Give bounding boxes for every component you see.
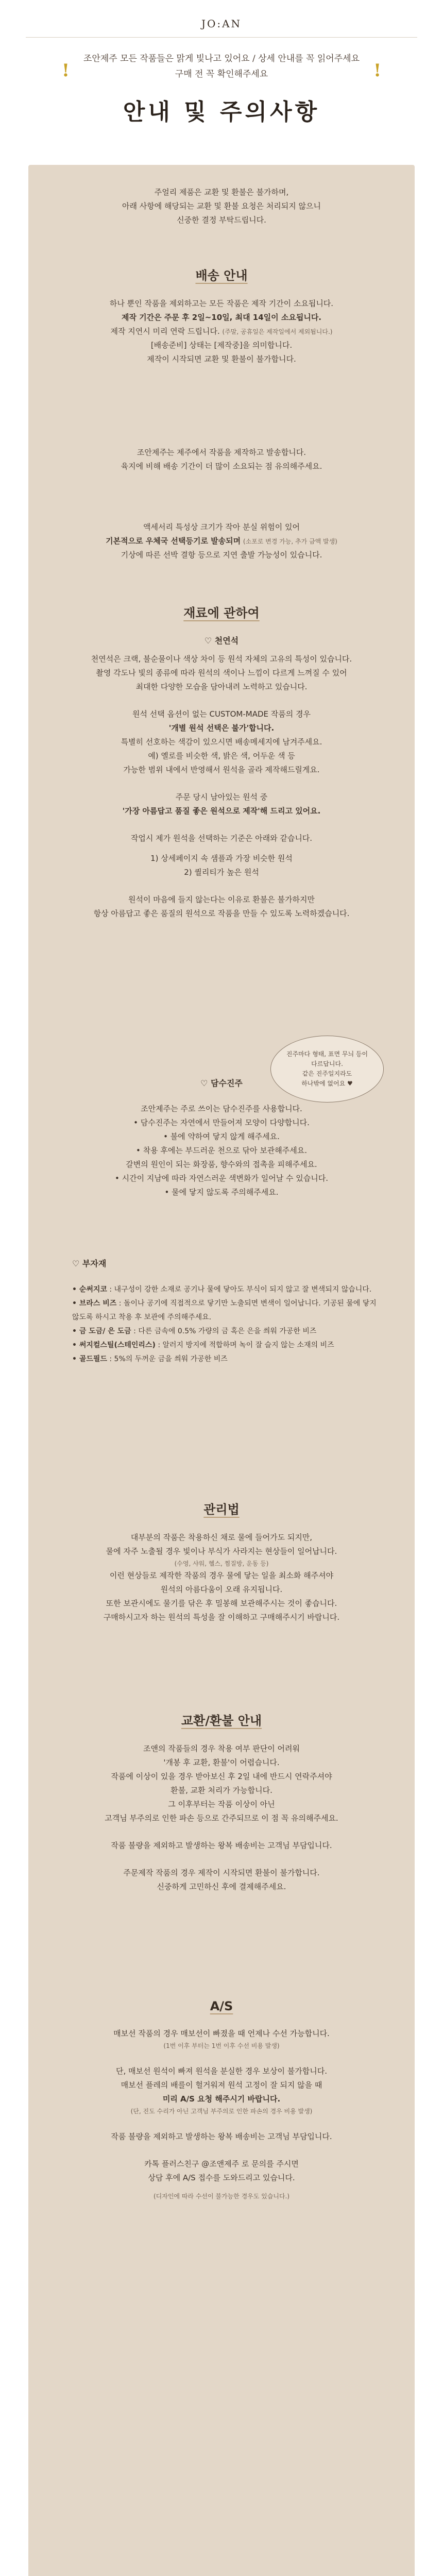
divider	[26, 37, 417, 38]
speech-bubble: 진주마다 형태, 표면 무늬 등이 다르답니다. 같은 진주일지라도 하나밖에 없어요 ♥	[270, 1036, 384, 1103]
metal-item: • 금 도금/ 은 도금 : 다른 금속에 0.5% 가량의 금 혹은 은을 씌워 가공한 비즈	[72, 1327, 317, 1335]
metal-item: • 써지컬스틸(스테인리스) : 알러지 방지에 적합하며 녹이 잘 슬지 않는 소재의 비즈	[72, 1341, 334, 1349]
metal-item: • 브라스 비즈 : 돌이나 공기에 직접적으로 닿기만 노출되면 변색이 일어납니다. 기공된 물에 닿지 않도록 하시고 착용 후 보관에 주의해주세요.	[72, 1299, 377, 1321]
stone-line: 천연석은 크랙, 불순물이나 색상 차이 등 원석 자체의 고유의 특성이 있습니다.	[91, 654, 352, 664]
section-title: 배송 안내	[195, 268, 248, 283]
section-title: 교환/환불 안내	[181, 1714, 262, 1728]
notice-card	[28, 165, 415, 2576]
care-section	[28, 1499, 415, 1624]
intro-line: 신중한 결정 부탁드립니다.	[177, 215, 266, 225]
stone-line: 최대한 다양한 모습을 담아내려 노력하고 있습니다.	[135, 682, 308, 691]
small-note: (디자인에 따라 수선이 불가능한 경우도 있습니다.)	[153, 2193, 290, 2200]
metal-item: • 순써지코 : 내구성이 강한 소재로 공기나 물에 닿아도 부식이 되지 않고 잘 변색되지 않습니다.	[72, 1285, 372, 1294]
pearl-line: • 담수진주는 자연에서 만들어져 모양이 다양합니다.	[133, 1118, 310, 1127]
stone-line: 촬영 각도나 빛의 종류에 따라 원석의 색이나 느낌이 다르게 느껴질 수 있어	[96, 668, 347, 677]
care-line: 또한 보관시에도 물기를 닦은 후 밀봉해 보관해주시는 것이 좋습니다.	[106, 1599, 337, 1608]
as-line: 매보선 작품의 경우 매보선이 빠졌을 때 언제나 수선 가능합니다.	[113, 2029, 330, 2038]
mail-line: 액세서리 특성상 크기가 작아 분실 위험이 있어	[143, 522, 300, 532]
small-note: (단, 진도 수리가 아닌 고객님 부주의로 인한 파손의 경우 비용 발생)	[130, 2108, 313, 2115]
small-note: (수영, 샤워, 헬스, 찜질방, 운동 등)	[174, 1560, 269, 1567]
exchange-line: 고객님 부주의로 인한 파손 등으로 간주되므로 이 점 꼭 유의해주세요.	[105, 1814, 338, 1823]
header	[0, 0, 443, 155]
mail-line: 기본적으로 우체국 선택등기로 발송되며 (소포로 변경 가능, 추가 금액 발생)	[106, 536, 337, 546]
page-title: 안내 및 주의사항	[123, 99, 320, 125]
exchange-line: 조앤의 작품들의 경우 착용 여부 판단이 어려워	[143, 1744, 300, 1753]
section-title: 관리법	[203, 1502, 240, 1517]
exchange-line: 그 이후부터는 작품 이상이 아닌	[168, 1800, 275, 1809]
jeju-shipping	[28, 446, 415, 473]
metal-list	[72, 1283, 381, 1366]
pearl-line: • 불에 약하여 닿지 않게 해주세요.	[163, 1132, 280, 1141]
stone-heading: ♡ 천연석	[204, 636, 239, 646]
brand-logo: JO:AN	[201, 18, 242, 30]
intro-line: 아래 사항에 해당되는 교환 및 환불 요청은 처리되지 않으니	[122, 201, 321, 211]
pearl-line: 조안제주는 주로 쓰이는 담수진주를 사용합니다.	[141, 1104, 302, 1113]
note-line: 구매 전 꼭 확인해주세요	[175, 69, 268, 79]
nogood-line: 항상 아름답고 좋은 품질의 원석으로 작품을 만들 수 있도록 노력하겠습니다.	[93, 909, 350, 918]
metal-heading: ♡ 부자재	[72, 1259, 107, 1268]
mail-line: 기상에 따른 선박 결항 등으로 지연 출발 가능성이 있습니다.	[121, 550, 322, 560]
care-line: 물에 자주 노출될 경우 빛이나 부식가 사라지는 현상들이 일어납니다.	[106, 1547, 337, 1556]
pearl-line: • 착용 후에는 부드러운 천으로 닦아 보관해주세요.	[135, 1146, 308, 1155]
intro-line: 주얼리 제품은 교환 및 환불은 불가하며,	[154, 188, 289, 197]
jeju-line: 조안제주는 제주에서 작품을 제작하고 발송합니다.	[137, 448, 306, 457]
beauty-line: '가장 아름답고 품질 좋은 원석으로 제작'해 드리고 있어요.	[122, 806, 321, 816]
as-section	[28, 1999, 415, 2201]
criteria-item: 2) 퀄리티가 높은 원석	[184, 868, 259, 877]
criteria-item: 1) 상세페이지 속 샘플과 가장 비슷한 원석	[150, 854, 293, 863]
shipping-line: 제작이 시작되면 교환 및 환불이 불가합니다.	[147, 354, 296, 364]
pearl-line: • 물에 닿지 않도록 주의해주세요.	[164, 1188, 279, 1197]
exchange-line: '개봉 후 교환, 환불'이 어렵습니다.	[163, 1758, 280, 1767]
exchange-line: 신중하게 고민하신 후에 결제해주세요.	[157, 1882, 286, 1891]
pearl-heading: ♡ 담수진주	[200, 1078, 243, 1088]
custom-line: '개별 원석 선택은 불가'합니다.	[168, 723, 275, 733]
pearl-section	[28, 1077, 415, 1199]
exchange-line: 작품 불량을 제외하고 발생하는 왕복 배송비는 고객님 부담입니다.	[111, 1841, 332, 1850]
beauty-line: 작업시 제가 원석을 선택하는 기준은 아래와 같습니다.	[130, 834, 313, 843]
care-line: 대부분의 작품은 착용하신 채로 물에 들어가도 되지만,	[130, 1533, 313, 1542]
pearl-line: • 시간이 지남에 따라 자연스러운 색변화가 일어날 수 있습니다.	[114, 1174, 328, 1183]
shipping-line: [배송준비] 상태는 [제작중]을 의미합니다.	[150, 341, 293, 350]
care-line: 구매하시고자 하는 원석의 특성을 잘 이해하고 구매해주시기 바랍니다.	[103, 1613, 340, 1622]
care-line: 원석의 아름다움이 오래 유지됩니다.	[160, 1585, 283, 1594]
metal-item: • 골드필드 : 5%의 두꺼운 금을 씌워 가공한 비즈	[72, 1355, 228, 1363]
intro-section	[28, 185, 415, 227]
nogood-line: 원석이 마음에 들지 않는다는 이유로 환불은 불가하지만	[128, 895, 315, 904]
exchange-section	[28, 1710, 415, 1894]
small-note: (1번 이후 부터는 1번 이후 수선 비용 발생)	[163, 2042, 280, 2049]
shipping-section	[28, 265, 415, 366]
registered-mail	[28, 520, 415, 562]
as-line: 매보선 플레의 배를이 헐거워져 원석 고정이 잘 되지 않을 때	[121, 2080, 322, 2090]
as-line: 단, 매보선 원석이 빠져 원석을 분실한 경우 보상이 불가합니다.	[116, 2066, 327, 2076]
as-line: 카톡 플러스친구 @조앤제주 로 문의를 주시면	[144, 2159, 299, 2168]
shipping-line: 하나 뿐인 작품을 제외하고는 모든 작품은 제작 기간이 소요됩니다.	[109, 299, 334, 308]
note-line: 조안제주 모든 작품들은 맑게 빛나고 있어요 / 상세 안내를 꼭 읽어주세요	[83, 54, 360, 64]
custom-line: 특별히 선호하는 색감이 있으시면 배송메세지에 남겨주세요.	[121, 737, 322, 747]
metal-heading-wrap	[28, 1257, 415, 1269]
small-note: (주말, 공휴일은 제작일에서 제외됩니다.)	[222, 328, 333, 335]
custom-line: 예) 옐로를 비슷한 색, 밝은 색, 어두운 색 등	[148, 751, 295, 760]
care-line: 이런 현상들로 제작한 작품의 경우 물에 닿는 일을 최소화 해주셔야	[109, 1571, 334, 1580]
shipping-line: 제작 지연시 미리 연락 드립니다. (주말, 공휴일은 제작일에서 제외됩니다.)	[110, 327, 333, 336]
exclamation-icon: !	[373, 60, 381, 81]
jeju-line: 육지에 비해 배송 기간이 더 많이 소요되는 점 유의해주세요.	[121, 462, 322, 471]
shipping-line: 제작 기간은 주문 후 2일~10일, 최대 14일이 소요됩니다.	[121, 313, 322, 322]
as-line: 작품 불량을 제외하고 발생하는 왕복 배송비는 고객님 부담입니다.	[111, 2132, 332, 2141]
exchange-line: 환불, 교환 처리가 가능합니다.	[171, 1786, 272, 1795]
section-title: A/S	[210, 1999, 233, 2013]
custom-line: 원석 선택 옵션이 없는 CUSTOM-MADE 작품의 경우	[132, 709, 311, 719]
as-line: 상담 후에 A/S 접수를 도와드리고 있습니다.	[148, 2173, 295, 2182]
as-line: 미리 A/S 요청 해주시기 바랍니다.	[162, 2094, 281, 2104]
pearl-line: 갈변의 원인이 되는 화장품, 향수와의 접촉을 피해주세요.	[126, 1160, 317, 1169]
exclamation-icon: !	[62, 60, 70, 81]
intro-note	[0, 51, 443, 82]
section-title: 재료에 관하여	[183, 606, 260, 620]
custom-line: 가능한 범위 내에서 반영해서 원석을 골라 제작해드릴게요.	[123, 765, 320, 774]
materials-section	[28, 603, 415, 921]
exchange-line: 작품에 이상이 있을 경우 받아보신 후 2일 내에 반드시 연락주셔야	[111, 1772, 332, 1781]
beauty-line: 주문 당시 남아있는 원석 중	[175, 792, 268, 802]
exchange-line: 주문제작 작품의 경우 제작이 시작되면 환불이 불가합니다.	[123, 1868, 320, 1877]
